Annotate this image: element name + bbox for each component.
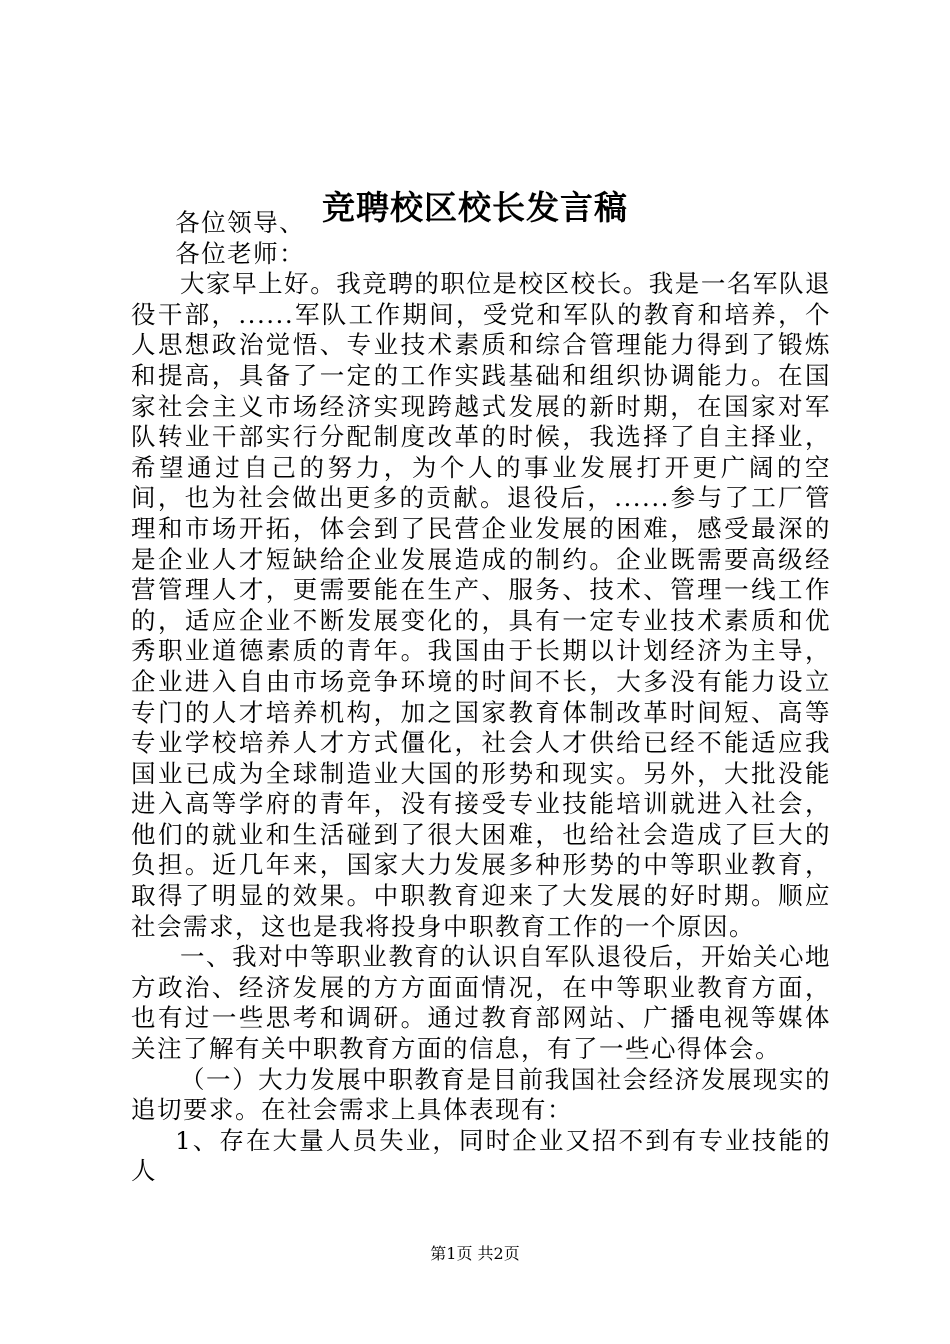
salutation-teachers: 各位老师：: [175, 238, 306, 268]
paragraph-subsection-one: （一）大力发展中职教育是目前我国社会经济发展现实的追切要求。在社会需求上具体表现有：: [131, 1064, 831, 1125]
page-number-footer: 第1页 共2页: [430, 1244, 520, 1263]
paragraph-introduction: 大家早上好。我竞聘的职位是校区校长。我是一名军队退役干部，......军队工作期间，受党和军队的教育和培养，个人思想政治觉悟、专业技术素质和综合管理能力得到了锻炼和提高，具备了一定的工作实践基础和组织协调能力。在国家社会主义市场经济实现跨越式发展的新时期，在国家对军队转业干部实行分配制度改革的时候，我选择了自主择业，希望通过自己的努力，为个人的事业发展打开更广阔的空间，也为社会做出更多的贡献。退役后，......参与了工厂管理和市场开拓，体会到了民营企业发展的困难，感受最深的是企业人才短缺给企业发展造成的制约。企业既需要高级经营管理人才，更需要能在生产、服务、技术、管理一线工作的，适应企业不断发展变化的，具有一定专业技术素质和优秀职业道德素质的青年。我国由于长期以计划经济为主导，企业进入自由市场竞争环境的时间不长，大多没有能力设立专门的人才培养机构，加之国家教育体制改革时间短、高等专业学校培养人才方式僵化，社会人才供给已经不能适应我国业已成为全球制造业大国的形势和现实。另外，大批没能进入高等学府的青年，没有接受专业技能培训就进入社会，他们的就业和生活碰到了很大困难，也给社会造成了巨大的负担。近几年来，国家大力发展多种形势的中等职业教育，取得了明显的效果。中职教育迎来了大发展的好时期。顺应社会需求，这也是我将投身中职教育工作的一个原因。: [131, 269, 831, 941]
salutation-leaders: 各位领导、: [175, 208, 306, 237]
document-body: [131, 208, 831, 1187]
paragraph-list-item-one: 1、存在大量人员失业，同时企业又招不到有专业技能的人: [131, 1125, 831, 1186]
paragraph-section-one: 一、我对中等职业教育的认识自军队退役后，开始关心地方政治、经济发展的方方面面情况，在中等职业教育方面，也有过一些思考和调研。通过教育部网站、广播电视等媒体关注了解有关中职教育方面的信息，有了一些心得体会。: [131, 942, 831, 1064]
document-title: 竞聘校区校长发言稿: [322, 188, 628, 227]
